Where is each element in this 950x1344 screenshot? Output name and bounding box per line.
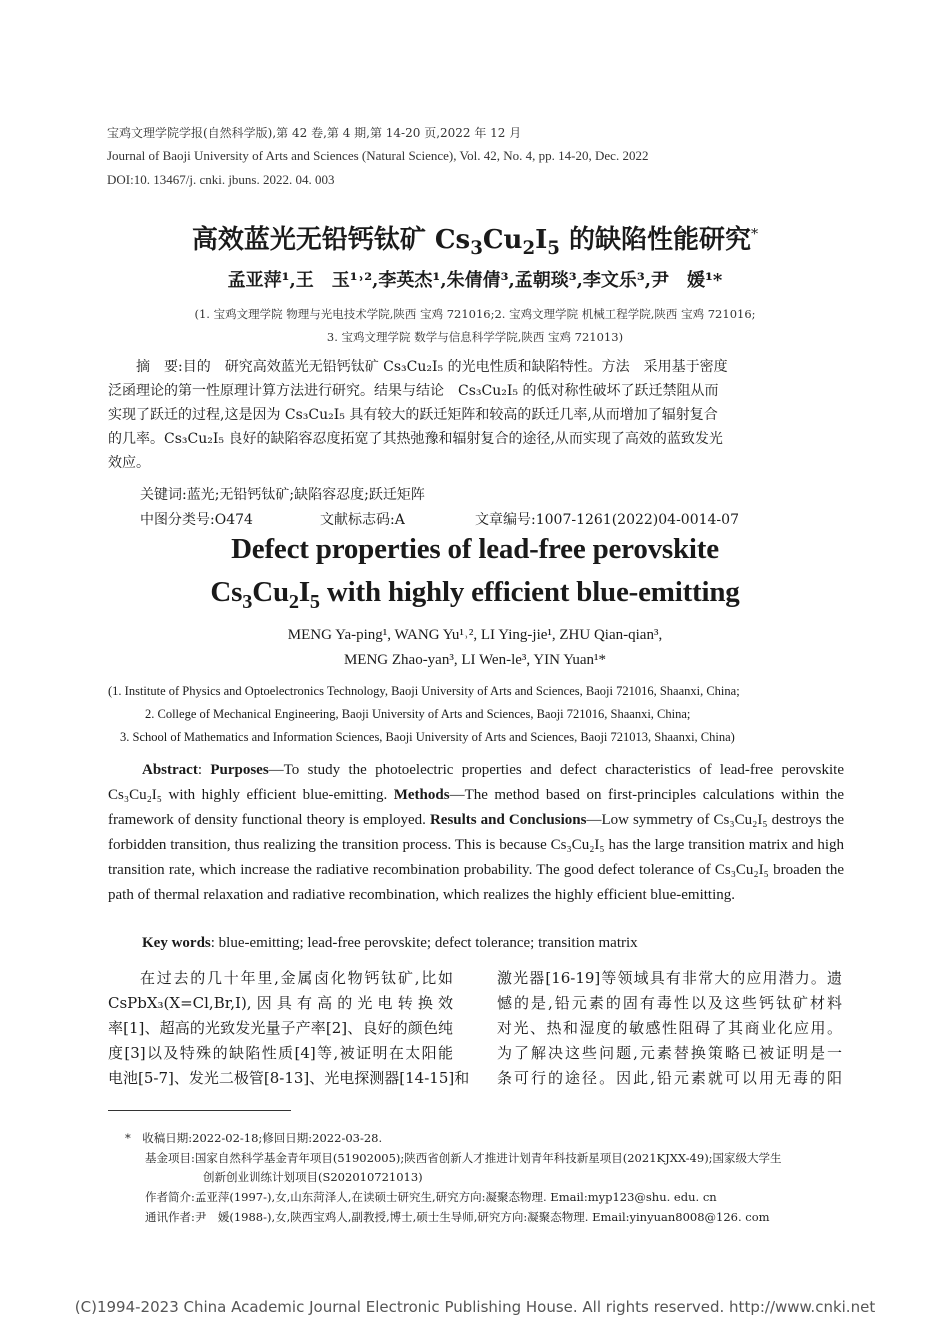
clc-number: 中图分类号:O474 [140, 512, 253, 528]
affiliation-en-line1: (1. Institute of Physics and Optoelectronics Technology, Baoji University of Arts and Sciences, Baoji 721016, Shaanxi, China; [108, 684, 740, 698]
copyright-line: (C)1994-2023 China Academic Journal Electronic Publishing House. All rights reserved. http://www.cnki.net [74, 1298, 876, 1316]
authors-en-line2: MENG Zhao-yan³, LI Wen-le³, YIN Yuan¹* [343, 652, 607, 668]
journal-header-cn: 宝鸡文理学院学报(自然科学版),第 42 卷,第 4 期,第 14-20 页,2022 年 12 月 [107, 126, 522, 140]
authors-cn: 孟亚萍¹,王 玉¹˒²,李英杰¹,朱倩倩³,孟朝琰³,李文乐³,尹 媛¹* [227, 270, 723, 291]
body-line: 率[1]、超高的光致发光量子产率[2]、良好的颜色纯 [108, 1019, 453, 1037]
body-line: 对光、热和湿度的敏感性阻碍了其商业化应用。 [497, 1019, 842, 1037]
abstract-label: Abstract [142, 762, 198, 778]
paper-title-en-line2: $Cs_3Cu_2I_5$ with highly efficient blue-emitting [210, 576, 740, 613]
affiliation-cn-line1: (1. 宝鸡文理学院 物理与光电技术学院,陕西 宝鸡 721016;2. 宝鸡文理学院 机械工程学院,陕西 宝鸡 721016; [194, 307, 756, 321]
document-code: 文献标志码:A [320, 512, 405, 528]
footnote-rule [108, 1110, 291, 1111]
abstract-cn-line: 实现了跃迁的过程,这是因为 Cs₃Cu₂I₅ 具有较大的跃迁矩阵和较高的跃迁几率,从而增加了辐射复合 [108, 407, 718, 423]
abstract-en: Abstract: Purposes—To study the photoelectric properties and defect characteristics of lead-free perovskite Cs₃Cu₂I₅ with highly efficient blue-emitting. Methods—The method based on first-principles calculations within the framework of density functional theory is employed. Results and Conclusions—Low symmetry of Cs₃Cu₂I₅ destroys the forbidden transition, thus realizing the transition process. This is because Cs₃Cu₂I₅ has the large transition matrix and high transition rate, which increase the radiative recombination probability. The good defect tolerance of Cs₃Cu₂I₅ broaden the path of thermal relaxation and radiative recombination, which realizes the highly efficient blue-emitting. [108, 762, 845, 903]
footnote-fund-line1: 基金项目:国家自然科学基金青年项目(51902005);陕西省创新人才推进计划青年科技新星项目(2021KJXX-49);国家级大学生 [145, 1151, 782, 1165]
paper-title-cn: 高效蓝光无铅钙钛矿 $Cs_3Cu_2I_5$ 的缺陷性能研究* [191, 225, 759, 260]
purposes-text: —To study the photoelectric properties and defect characteristics of lead-free perovskite Cs₃Cu₂I₅ with highly efficient blue-emitting. [108, 762, 844, 803]
affiliation-en-line2: 2. College of Mechanical Engineering, Baoji University of Arts and Sciences, Baoji 721016, Shaanxi, China; [145, 707, 691, 721]
abstract-cn-line: 的几率。Cs₃Cu₂I₅ 良好的缺陷容忍度拓宽了其热弛豫和辐射复合的途径,从而实现了高效的蓝致发光 [108, 431, 723, 447]
paper-title-en-line1: Defect properties of lead-free perovskite [231, 533, 719, 565]
body-line: 为了解决这些问题,元素替换策略已被证明是一 [497, 1044, 842, 1062]
body-line: 憾的是,铅元素的固有毒性以及这些钙钛矿材料 [497, 994, 842, 1012]
abstract-cn [108, 355, 848, 475]
body-line: 条可行的途径。因此,铅元素就可以用无毒的阳 [497, 1069, 842, 1087]
body-line: 电池[5-7]、发光二极管[8-13]、光电探测器[14-15]和 [108, 1069, 470, 1087]
footnote-corresponding: 通讯作者:尹 媛(1988-),女,陕西宝鸡人,副教授,博士,硕士生导师,研究方向:凝聚态物理. Email:yinyuan8008@126. com [145, 1210, 770, 1224]
footnote-author: 作者简介:孟亚萍(1997-),女,山东菏泽人,在读硕士研究生,研究方向:凝聚态物理. Email:myp123@shu. edu. cn [145, 1190, 717, 1204]
abstract-cn-line: 摘 要:目的 研究高效蓝光无铅钙钛矿 Cs₃Cu₂I₅ 的光电性质和缺陷特性。方法 采用基于密度 [136, 359, 728, 375]
methods-label: Methods [393, 787, 450, 803]
body-line: 激光器[16-19]等领域具有非常大的应用潜力。遗 [497, 969, 842, 987]
results-text: —Low symmetry of Cs₃Cu₂I₅ destroys the forbidden transition, thus realizing the transition process. This is because Cs₃Cu₂I₅ has the large transition matrix and high transition rate, which increase the radiative recombination probability. The good defect tolerance of Cs₃Cu₂I₅ broaden the path of thermal relaxation and radiative recombination, which realizes the highly efficient blue-emitting. [108, 812, 844, 903]
results-label: Results and Conclusions [429, 812, 587, 828]
methods-text: —The method based on first-principles calculations within the framework of density functional theory is employed. [108, 787, 845, 828]
footnote-received: * 收稿日期:2022-02-18;修回日期:2022-03-28. [125, 1131, 383, 1145]
authors-en-line1: MENG Ya-ping¹, WANG Yu¹˒², LI Ying-jie¹, ZHU Qian-qian³, [287, 627, 663, 643]
body-column-right [497, 966, 842, 1091]
body-column-left [108, 966, 470, 1091]
affiliation-en-line3: 3. School of Mathematics and Information Sciences, Baoji University of Arts and Sciences, Baoji 721013, Shaanxi, China) [120, 730, 735, 744]
body-line: 度[3]以及特殊的缺陷性质[4]等,被证明在太阳能 [108, 1044, 453, 1062]
footnote-fund-line2: 创新创业训练计划项目(S202010721013) [203, 1170, 423, 1184]
abstract-cn-line: 效应。 [108, 455, 150, 471]
keywords-en: Key words: blue-emitting; lead-free perovskite; defect tolerance; transition matrix [142, 935, 638, 951]
doi: DOI:10. 13467/j. cnki. jbuns. 2022. 04. 003 [107, 172, 335, 187]
keywords-cn: 关键词:蓝光;无铅钙钛矿;缺陷容忍度;跃迁矩阵 [140, 487, 425, 503]
body-line: 在过去的几十年里,金属卤化物钙钛矿,比如 [140, 969, 453, 987]
article-number: 文章编号:1007-1261(2022)04-0014-07 [475, 512, 739, 528]
journal-header-en: Journal of Baoji University of Arts and Sciences (Natural Science), Vol. 42, No. 4, pp. 14-20, Dec. 2022 [107, 148, 649, 163]
affiliation-cn-line2: 3. 宝鸡文理学院 数学与信息科学学院,陕西 宝鸡 721013) [326, 330, 624, 344]
purposes-label: Purposes [210, 762, 269, 778]
body-line: CsPbX₃(X=Cl,Br,I),因具有高的光电转换效 [108, 994, 453, 1012]
abstract-cn-line: 泛函理论的第一性原理计算方法进行研究。结果与结论 Cs₃Cu₂I₅ 的低对称性破坏了跃迁禁阻从而 [108, 383, 719, 399]
